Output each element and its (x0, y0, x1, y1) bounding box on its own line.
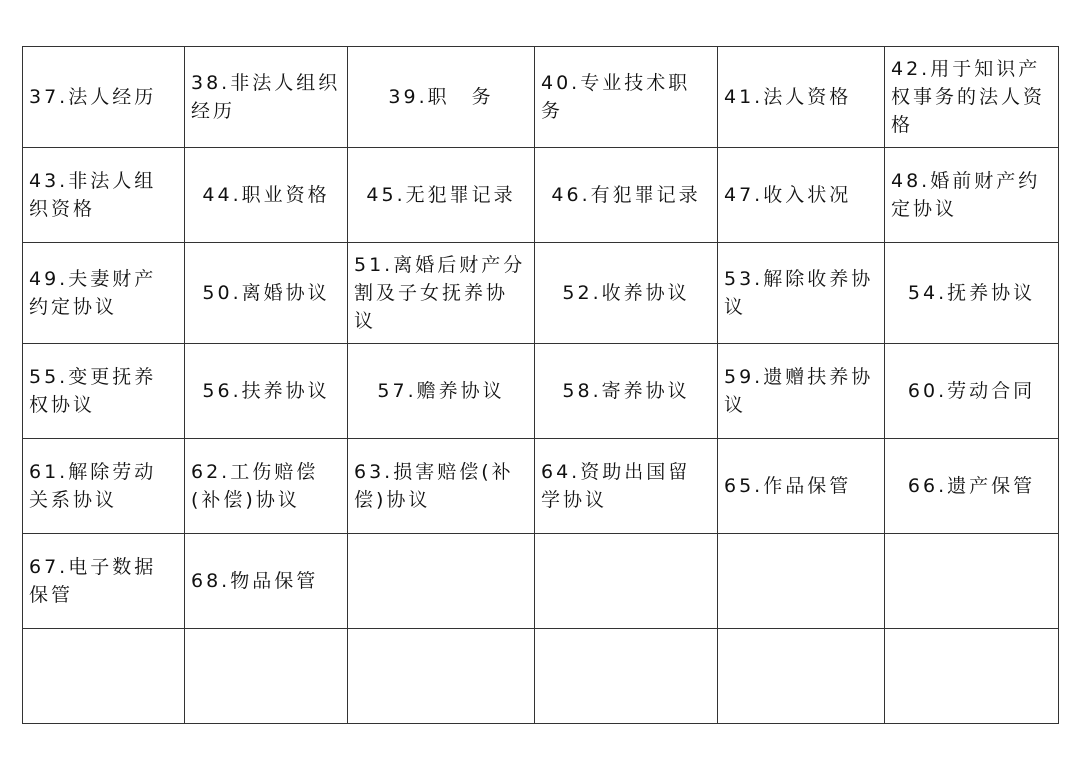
cell-text: 49.夫妻财产约定协议 (29, 268, 157, 318)
table-row (23, 534, 1059, 629)
empty-cell (718, 534, 885, 629)
empty-cell (885, 534, 1059, 629)
table-body (23, 47, 1059, 724)
table-row (23, 344, 1059, 439)
table-cell (23, 534, 185, 629)
cell-text: 51.离婚后财产分割及子女抚养协议 (354, 254, 526, 332)
empty-cell (348, 534, 535, 629)
cell-text: 43.非法人组织资格 (29, 170, 157, 220)
table-cell (23, 47, 185, 148)
table-cell (718, 344, 885, 439)
table-cell (185, 344, 348, 439)
cell-text: 55.变更抚养权协议 (29, 366, 157, 416)
empty-cell (718, 629, 885, 724)
table-cell (185, 148, 348, 243)
notarization-items-table (22, 46, 1059, 724)
table-cell (718, 148, 885, 243)
cell-text: 47.收入状况 (724, 184, 852, 206)
cell-text: 59.遗赠扶养协议 (724, 366, 874, 416)
table-cell (23, 344, 185, 439)
table-row (23, 243, 1059, 344)
table-cell (23, 148, 185, 243)
empty-cell (23, 629, 185, 724)
table-cell (348, 439, 535, 534)
table-cell (348, 344, 535, 439)
cell-text: 53.解除收养协议 (724, 268, 874, 318)
table-cell (535, 243, 718, 344)
cell-text: 54.抚养协议 (907, 282, 1036, 304)
table-cell (348, 47, 535, 148)
cell-text: 39.职 务 (388, 86, 494, 108)
empty-cell (348, 629, 535, 724)
empty-cell (535, 534, 718, 629)
table-cell (535, 439, 718, 534)
cell-text: 44.职业资格 (202, 184, 330, 206)
cell-text: 42.用于知识产权事务的法人资格 (891, 58, 1046, 136)
cell-text: 46.有犯罪记录 (551, 184, 701, 206)
cell-text: 45.无犯罪记录 (366, 184, 516, 206)
table-cell (885, 344, 1059, 439)
cell-text: 58.寄养协议 (562, 380, 690, 402)
table-cell (885, 47, 1059, 148)
cell-text: 57.赡养协议 (377, 380, 505, 402)
cell-text: 50.离婚协议 (202, 282, 330, 304)
table-cell (885, 243, 1059, 344)
cell-text: 66.遗产保管 (907, 475, 1036, 497)
cell-text: 40.专业技术职务 (541, 72, 691, 122)
table-cell (718, 47, 885, 148)
cell-text: 56.扶养协议 (202, 380, 330, 402)
table-cell (185, 534, 348, 629)
cell-text: 65.作品保管 (724, 475, 852, 497)
table-cell (885, 439, 1059, 534)
cell-text: 63.损害赔偿(补偿)协议 (354, 461, 514, 511)
empty-cell (885, 629, 1059, 724)
table-cell (185, 47, 348, 148)
cell-text: 48.婚前财产约定协议 (891, 170, 1041, 220)
cell-text: 52.收养协议 (562, 282, 690, 304)
empty-cell (535, 629, 718, 724)
table-cell (23, 439, 185, 534)
table-row (23, 47, 1059, 148)
table-row (23, 148, 1059, 243)
table-cell (23, 243, 185, 344)
cell-text: 60.劳动合同 (907, 380, 1036, 402)
table-row (23, 439, 1059, 534)
table-cell (185, 243, 348, 344)
table-cell (718, 243, 885, 344)
table-row (23, 629, 1059, 724)
cell-text: 61.解除劳动关系协议 (29, 461, 157, 511)
empty-cell (185, 629, 348, 724)
table-cell (535, 148, 718, 243)
table-cell (535, 47, 718, 148)
cell-text: 67.电子数据保管 (29, 556, 157, 606)
table-cell (348, 148, 535, 243)
table-cell (185, 439, 348, 534)
cell-text: 62.工伤赔偿(补偿)协议 (191, 461, 319, 511)
table-cell (718, 439, 885, 534)
cell-text: 38.非法人组织经历 (191, 72, 341, 122)
cell-text: 68.物品保管 (191, 570, 319, 592)
table-cell (885, 148, 1059, 243)
table-cell (348, 243, 535, 344)
cell-text: 37.法人经历 (29, 86, 157, 108)
cell-text: 64.资助出国留学协议 (541, 461, 691, 511)
cell-text: 41.法人资格 (724, 86, 852, 108)
table-cell (535, 344, 718, 439)
